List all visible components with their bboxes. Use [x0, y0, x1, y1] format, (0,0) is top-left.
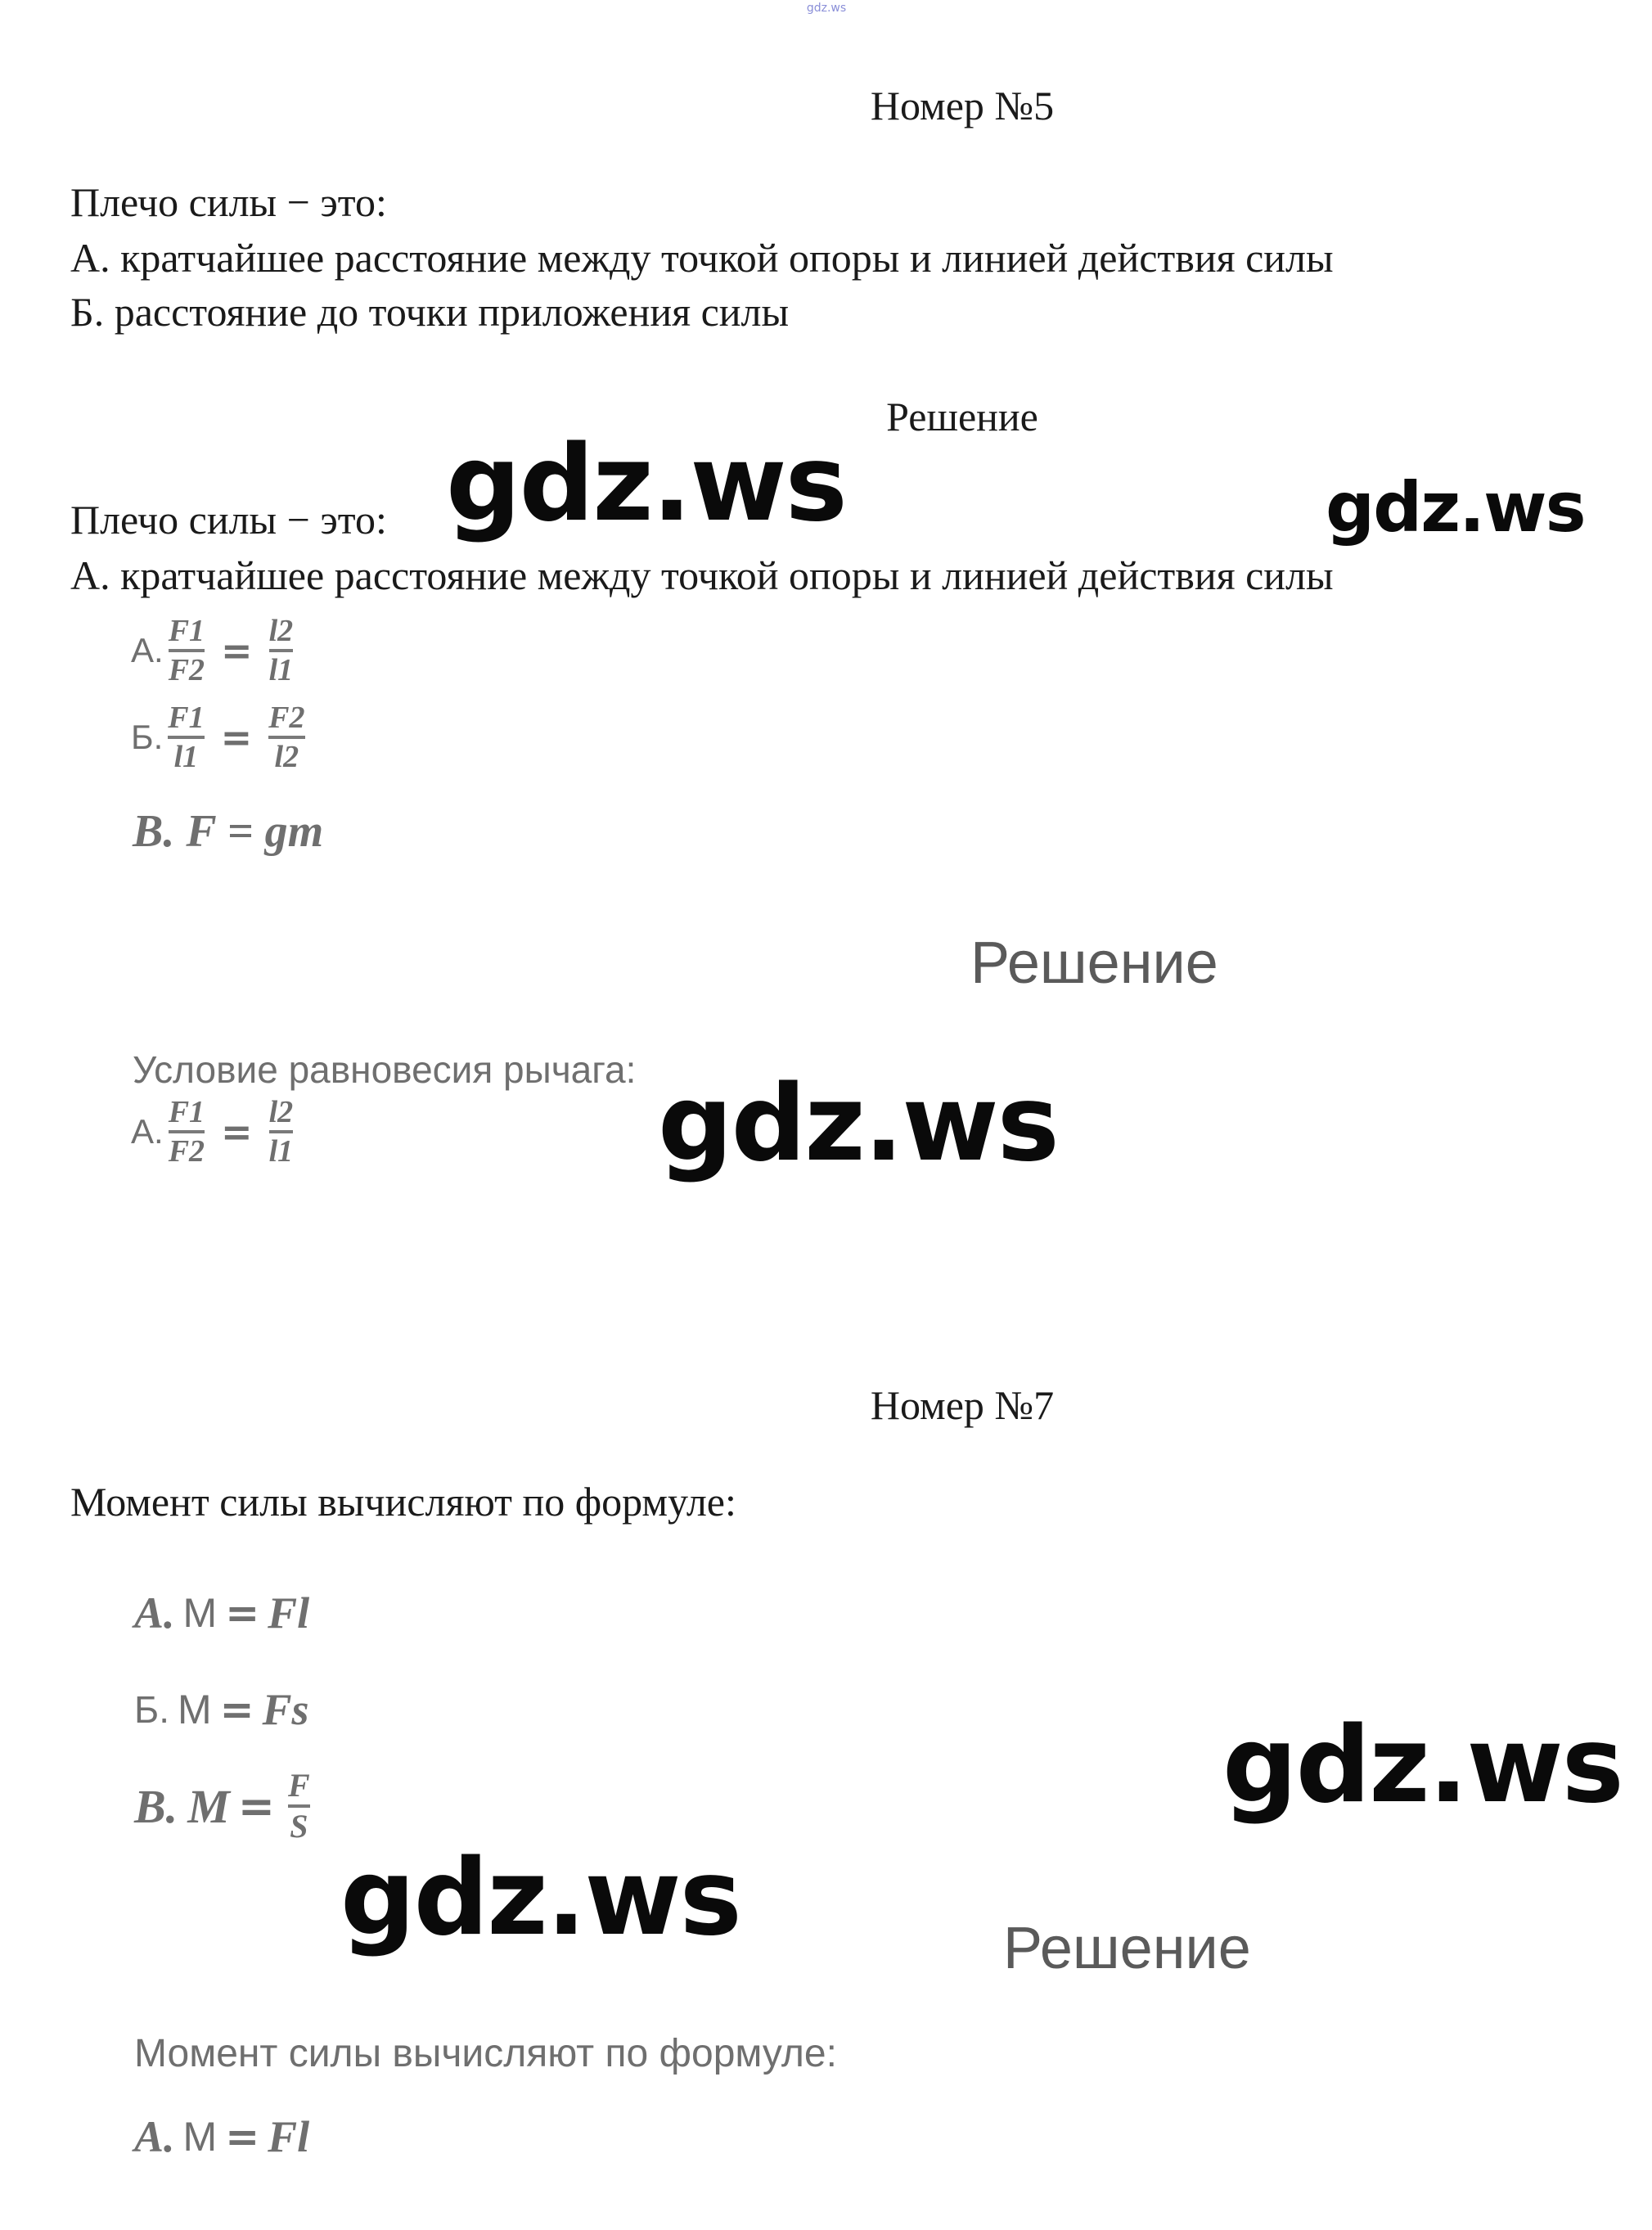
- problem-6-condition: Условие равновесия рычага:: [133, 1048, 637, 1091]
- fraction-f1-l1: [168, 702, 204, 773]
- top-watermark: gdz.ws: [806, 2, 847, 15]
- watermark: gdz.ws: [658, 1063, 1058, 1185]
- problem-6-option-a: [131, 615, 298, 686]
- option-c-label: В.: [134, 1779, 178, 1833]
- equals-sign: =: [225, 1589, 260, 1637]
- fraction-numerator: l2: [268, 1095, 294, 1129]
- fraction-l2-l1: [269, 615, 294, 686]
- option-b-label: Б.: [131, 718, 164, 756]
- equals-sign: =: [225, 2113, 260, 2160]
- moment-symbol: М: [177, 1687, 212, 1732]
- equals-sign: =: [221, 1110, 253, 1154]
- fraction-numerator: F1: [168, 1095, 205, 1129]
- fraction-f2-l2: [268, 702, 304, 773]
- fraction-numerator: F1: [168, 701, 205, 735]
- fraction-f-s: [288, 1769, 310, 1843]
- fraction-bar: [268, 736, 304, 739]
- equals-sign: =: [237, 1780, 276, 1832]
- formula-rhs: Fs: [262, 1685, 309, 1734]
- problem-7-option-c: [134, 1769, 315, 1843]
- problem-7-answer: [134, 2111, 309, 2162]
- problem-7-title: Номер №7: [870, 1382, 1055, 1428]
- watermark: gdz.ws: [446, 423, 846, 545]
- fraction-numerator: F: [288, 1767, 310, 1804]
- fraction-numerator: l2: [268, 614, 294, 648]
- fraction-numerator: F2: [268, 701, 305, 735]
- problem-6-option-b: [131, 702, 310, 773]
- formula-rhs: Fl: [268, 2112, 310, 2161]
- fraction-denominator: l1: [268, 1134, 294, 1169]
- fraction-bar: [168, 736, 204, 739]
- fraction-bar: [169, 1130, 205, 1133]
- problem-7-question: Момент силы вычисляют по формуле:: [70, 1479, 736, 1525]
- problem-5-question-line-1: Плечо силы − это:: [70, 179, 387, 225]
- problem-5-answer-line-1: Плечо силы − это:: [70, 497, 387, 543]
- problem-6-answer: [131, 1097, 298, 1167]
- equals-sign: =: [221, 628, 253, 673]
- watermark: gdz.ws: [340, 1837, 740, 1959]
- equals-sign: =: [220, 715, 253, 759]
- watermark: gdz.ws: [1222, 1705, 1623, 1827]
- answer-label: А.: [131, 1112, 164, 1151]
- fraction-f1-f2: [169, 615, 205, 686]
- fraction-numerator: F1: [168, 614, 205, 648]
- equals-sign: =: [219, 1686, 254, 1733]
- fraction-bar: [169, 649, 205, 652]
- problem-7-solution-title: Решение: [1003, 1916, 1251, 1981]
- option-b-label: Б.: [134, 1688, 169, 1731]
- formula-rhs: Fl: [268, 1588, 310, 1638]
- moment-symbol: М: [182, 1590, 218, 1636]
- fraction-bar: [269, 1130, 294, 1133]
- fraction-denominator: S: [290, 1808, 308, 1845]
- fraction-denominator: l1: [268, 653, 294, 687]
- fraction-denominator: l2: [274, 740, 299, 774]
- fraction-l2-l1: [269, 1097, 294, 1167]
- problem-5-question-line-3: Б. расстояние до точки приложения силы: [70, 289, 790, 335]
- problem-5-answer-line-2: А. кратчайшее расстояние между точкой опоры и линией действия силы: [70, 552, 1334, 598]
- problem-5-question-line-2: А. кратчайшее расстояние между точкой опоры и линией действия силы: [70, 235, 1334, 281]
- problem-5-title: Номер №5: [870, 83, 1055, 128]
- fraction-denominator: l1: [173, 740, 199, 774]
- problem-5-solution-title: Решение: [886, 394, 1038, 439]
- moment-symbol: М: [182, 2114, 218, 2160]
- answer-label: А.: [134, 2112, 175, 2161]
- fraction-denominator: F2: [168, 653, 205, 687]
- problem-6-solution-title: Решение: [970, 930, 1218, 996]
- problem-7-answer-intro: Момент силы вычисляют по формуле:: [134, 2032, 837, 2075]
- fraction-denominator: F2: [168, 1134, 205, 1169]
- option-a-label: А.: [131, 631, 164, 669]
- option-a-label: А.: [134, 1588, 175, 1638]
- problem-7-option-b: [134, 1684, 309, 1735]
- watermark: gdz.ws: [1326, 467, 1585, 547]
- problem-7-option-a: [134, 1588, 309, 1638]
- moment-symbol: M: [187, 1779, 230, 1833]
- problem-6-option-c: В. F = gm: [133, 806, 324, 857]
- fraction-bar: [269, 649, 294, 652]
- fraction-f1-f2: [169, 1097, 205, 1167]
